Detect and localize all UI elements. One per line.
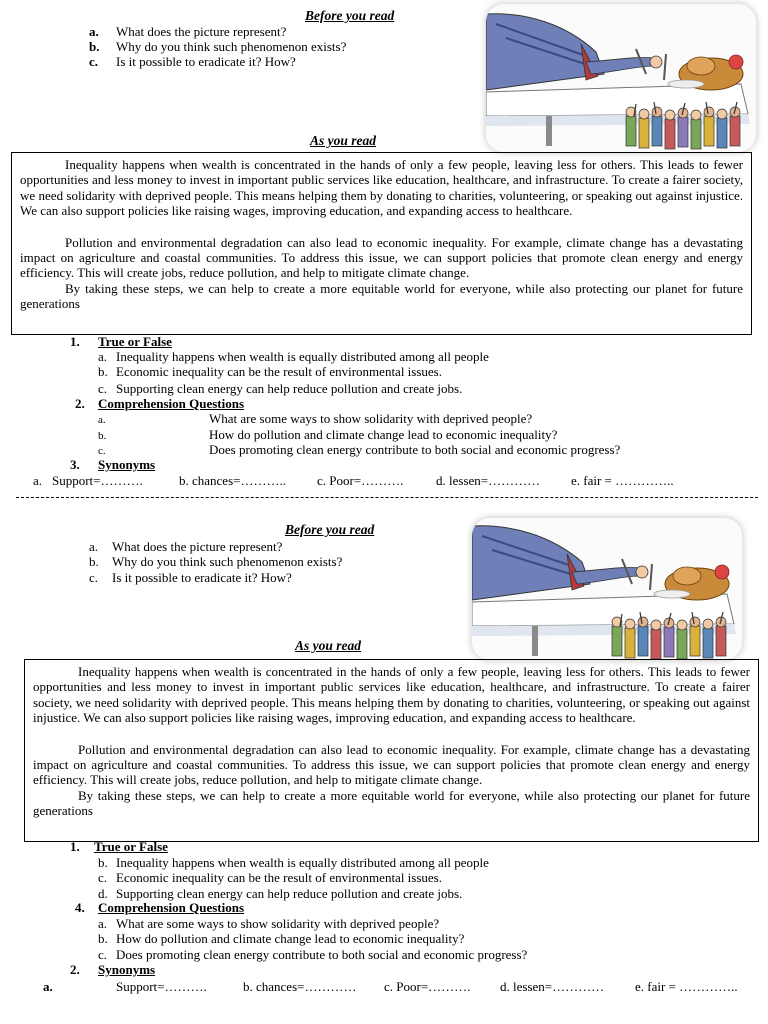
as-you-read-heading: As you read (295, 638, 362, 653)
passage-paragraph: By taking these steps, we can help to create a more equitable world for everyone, while also protecting our planet for future generations (33, 787, 750, 819)
question-text: What does the picture represent? (116, 24, 287, 39)
item-marker: a. (43, 979, 53, 994)
synonyms-title: Synonyms (98, 457, 156, 472)
question-marker: a. (89, 24, 99, 39)
question-text: What does the picture represent? (112, 539, 283, 554)
rich-man-feast-and-hungry-crowd-icon (486, 4, 756, 152)
synonym-blank: d. lessen=………… (436, 473, 541, 488)
cut-line-divider (16, 497, 758, 498)
synonyms-title: Synonyms (98, 962, 156, 977)
synonym-blank: b. chances=………… (243, 979, 357, 994)
comprehension-title: Comprehension Questions (98, 396, 245, 411)
item-marker: b. (98, 855, 108, 870)
passage-paragraph: By taking these steps, we can help to create a more equitable world for everyone, while also protecting our planet for future generations (20, 280, 743, 312)
item-marker: b. (98, 430, 107, 442)
true-false-statement: Economic inequality can be the result of environmental issues. (116, 364, 442, 379)
question-marker: a. (89, 539, 99, 554)
item-marker: a. (98, 349, 108, 364)
comprehension-question: How do pollution and climate change lead to economic inequality? (116, 931, 465, 946)
question-text: Is it possible to eradicate it? How? (116, 54, 296, 69)
synonym-blank: Support=………. (116, 979, 207, 994)
reading-passage (24, 659, 759, 842)
synonym-blank: b. chances=……….. (179, 473, 286, 488)
passage-paragraph: Inequality happens when wealth is concentrated in the hands of only a few people, leaving less for others. This leads to fewer opportunities and less money to invest in important public services like education, healthcare, and infrastructure. To create a fairer society, we need solidarity with deprived people. This means helping them by donating to charities, volunteering, or speaking out against injustice. We can also support policies like raising wages, improving education, and expanding access to healthcare. (33, 664, 750, 726)
true-false-statement: Supporting clean energy can help reduce pollution and create jobs. (116, 886, 463, 901)
item-marker: c. (98, 445, 106, 457)
passage-paragraph: Pollution and environmental degradation can also lead to economic inequality. For example, climate change has a devastating impact on agriculture and coastal communities. To address this issue, we can support policies that promote clean energy and energy efficiency. This will create jobs, reduce pollution, and help to mitigate climate change. (20, 234, 743, 281)
question-text: Why do you think such phenomenon exists? (112, 554, 343, 569)
before-you-read-heading: Before you read (305, 8, 395, 23)
rich-man-feast-and-hungry-crowd-icon (472, 518, 742, 660)
true-false-statement: Inequality happens when wealth is equally distributed among all people (116, 855, 489, 870)
synonym-blank: c. Poor=………. (384, 979, 471, 994)
comprehension-question: What are some ways to show solidarity with deprived people? (209, 411, 533, 426)
true-false-statement: Inequality happens when wealth is equally distributed among all people (116, 349, 489, 364)
section-number: 2. (75, 396, 85, 411)
true-false-title: True or False (98, 334, 172, 349)
true-false-statement: Supporting clean energy can help reduce pollution and create jobs. (116, 381, 463, 396)
inequality-illustration (486, 4, 756, 152)
item-marker: b. (98, 364, 108, 379)
section-number: 1. (70, 839, 80, 854)
question-marker: c. (89, 54, 99, 69)
as-you-read-heading: As you read (310, 133, 377, 148)
question-text: Is it possible to eradicate it? How? (112, 570, 292, 585)
synonym-blank: e. fair = ………….. (571, 473, 674, 488)
comprehension-question: What are some ways to show solidarity with deprived people? (116, 916, 440, 931)
section-number: 1. (70, 334, 80, 349)
section-number: 4. (75, 900, 85, 915)
item-marker: a. (98, 414, 106, 426)
synonym-blank: d. lessen=………… (500, 979, 605, 994)
comprehension-question: Does promoting clean energy contribute to both social and economic progress? (116, 947, 528, 962)
item-marker: a. (98, 916, 108, 931)
passage-paragraph: Inequality happens when wealth is concentrated in the hands of only a few people, leaving less for others. This leads to fewer opportunities and less money to invest in important public services like education, healthcare, and infrastructure. To create a fairer society, we need solidarity with deprived people. This means helping them by donating to charities, volunteering, or speaking out against injustice. We can also support policies like raising wages, improving education, and expanding access to healthcare. (20, 157, 743, 219)
question-marker: b. (89, 554, 99, 569)
synonym-blank: e. fair = ………….. (635, 979, 738, 994)
item-marker: c. (98, 381, 108, 396)
true-false-statement: Economic inequality can be the result of environmental issues. (116, 870, 442, 885)
comprehension-title: Comprehension Questions (98, 900, 245, 915)
section-number: 3. (70, 457, 80, 472)
synonym-blank: Support=………. (52, 473, 143, 488)
section-number: 2. (70, 962, 80, 977)
synonym-blank: c. Poor=………. (317, 473, 404, 488)
question-marker: c. (89, 570, 99, 585)
item-marker: c. (98, 947, 108, 962)
question-marker: b. (89, 39, 100, 54)
reading-passage (11, 152, 752, 335)
passage-paragraph: Pollution and environmental degradation can also lead to economic inequality. For example, climate change has a devastating impact on agriculture and coastal communities. To address this issue, we can support policies that promote clean energy and energy efficiency. This will create jobs, reduce pollution, and help to mitigate climate change. (33, 741, 750, 788)
comprehension-question: Does promoting clean energy contribute to both social and economic progress? (209, 442, 621, 457)
item-marker: b. (98, 931, 108, 946)
item-marker: c. (98, 870, 108, 885)
before-you-read-heading: Before you read (285, 522, 375, 537)
question-text: Why do you think such phenomenon exists? (116, 39, 347, 54)
comprehension-question: How do pollution and climate change lead to economic inequality? (209, 427, 558, 442)
item-marker: d. (98, 886, 108, 901)
true-false-title: True or False (94, 839, 168, 854)
item-marker: a. (33, 473, 43, 488)
inequality-illustration (472, 518, 742, 660)
